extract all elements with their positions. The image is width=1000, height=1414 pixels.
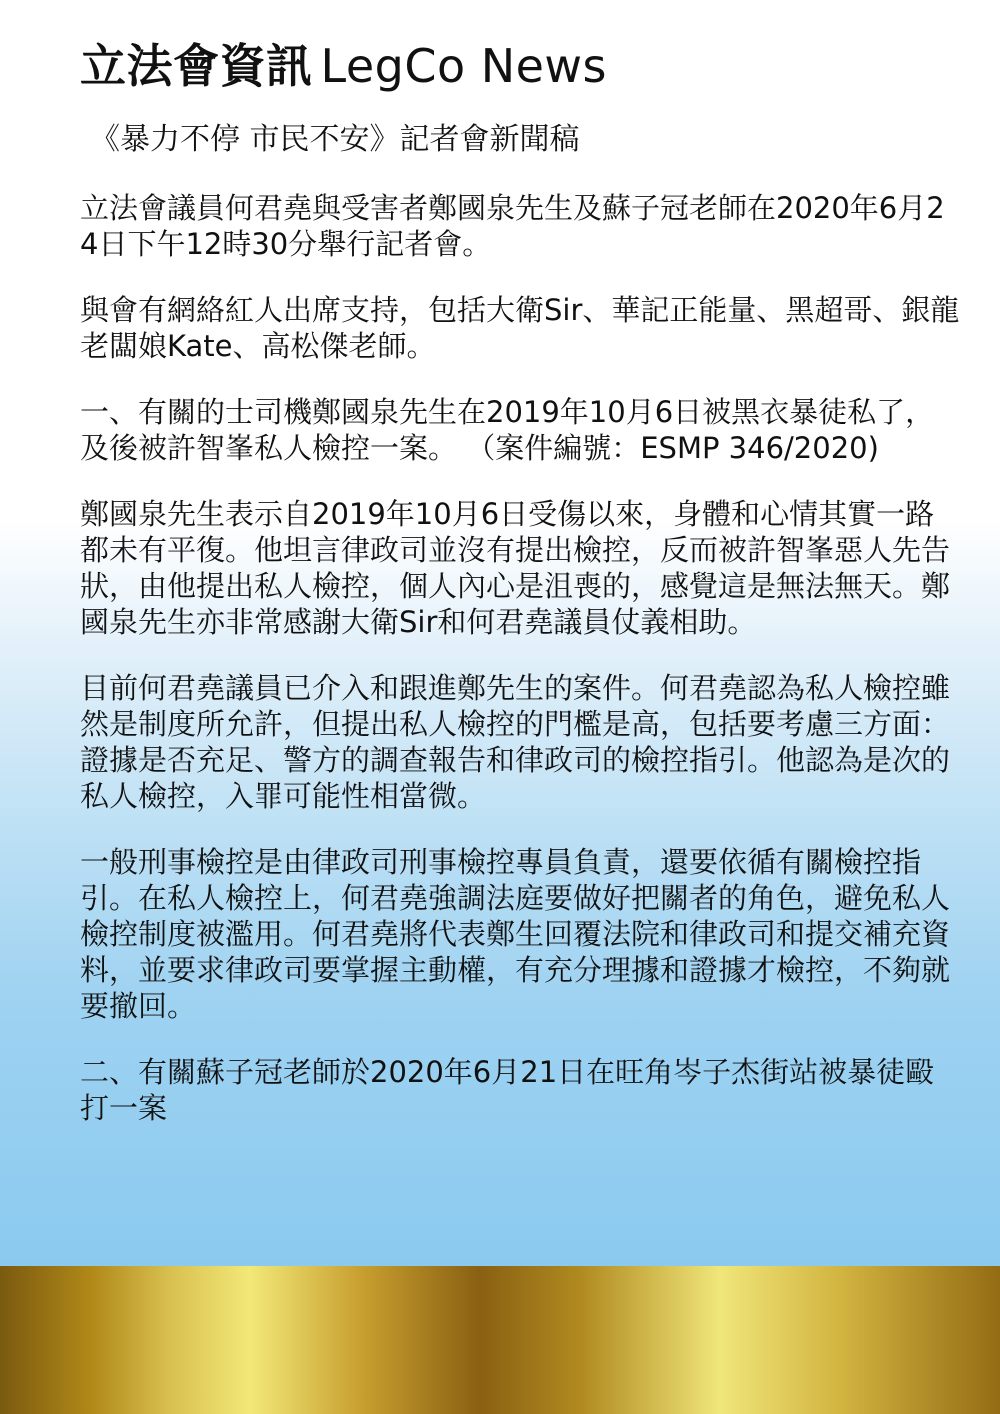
page-title <box>80 34 960 98</box>
title-english: LegCo News <box>320 39 608 93</box>
paragraph-case-one-heading: 一、有關的士司機鄭國泉先生在2019年10月6日被黑衣暴徒私了，及後被許智峯私人檢控一案。 （案件編號：ESMP 346/2020) <box>80 395 935 465</box>
paragraph-press-conference: 立法會議員何君堯與受害者鄭國泉先生及蘇子冠老師在2020年6月24日下午12時30分舉行記者會。 <box>80 191 945 261</box>
paragraph-prosecution-procedure: 一般刑事檢控是由律政司刑事檢控專員負責，還要依循有關檢控指引。在私人檢控上，何君堯強調法庭要做好把關者的角色，避免私人檢控制度被濫用。何君堯將代表鄭生回覆法院和律政司和提交補充資料，並要求律政司要掌握主動權，有充分理據和證據才檢控，不夠就要撤回。 <box>80 845 951 1023</box>
paragraph-supporters: 與會有網絡紅人出席支持，包括大衛Sir、華記正能量、黑超哥、銀龍老闆娘Kate、高松傑老師。 <box>80 293 960 363</box>
title-chinese: 立法會資訊 <box>80 39 313 93</box>
gold-footer-band <box>0 1266 1000 1414</box>
paragraph-case-two-heading: 二、有關蘇子冠老師於2020年6月21日在旺角岑子杰街站被暴徒毆打一案 <box>80 1055 935 1125</box>
paragraph-victim-statement: 鄭國泉先生表示自2019年10月6日受傷以來，身體和心情其實一路都未有平復。他坦言律政司並沒有提出檢控，反而被許智峯惡人先告狀，由他提出私人檢控，個人內心是沮喪的，感覺這是無法無天。鄭國泉先生亦非常感謝大衛Sir和何君堯議員仗義相助。 <box>80 497 951 639</box>
press-release-subtitle: 《暴力不停 市民不安》記者會新聞稿 <box>90 122 580 157</box>
press-release <box>80 34 960 1156</box>
paragraph-private-prosecution-view: 目前何君堯議員已介入和跟進鄭先生的案件。何君堯認為私人檢控雖然是制度所允許，但提出私人檢控的門檻是高，包括要考慮三方面：證據是否充足、警方的調查報告和律政司的檢控指引。他認為是次的私人檢控，入罪可能性相當微。 <box>80 671 951 813</box>
